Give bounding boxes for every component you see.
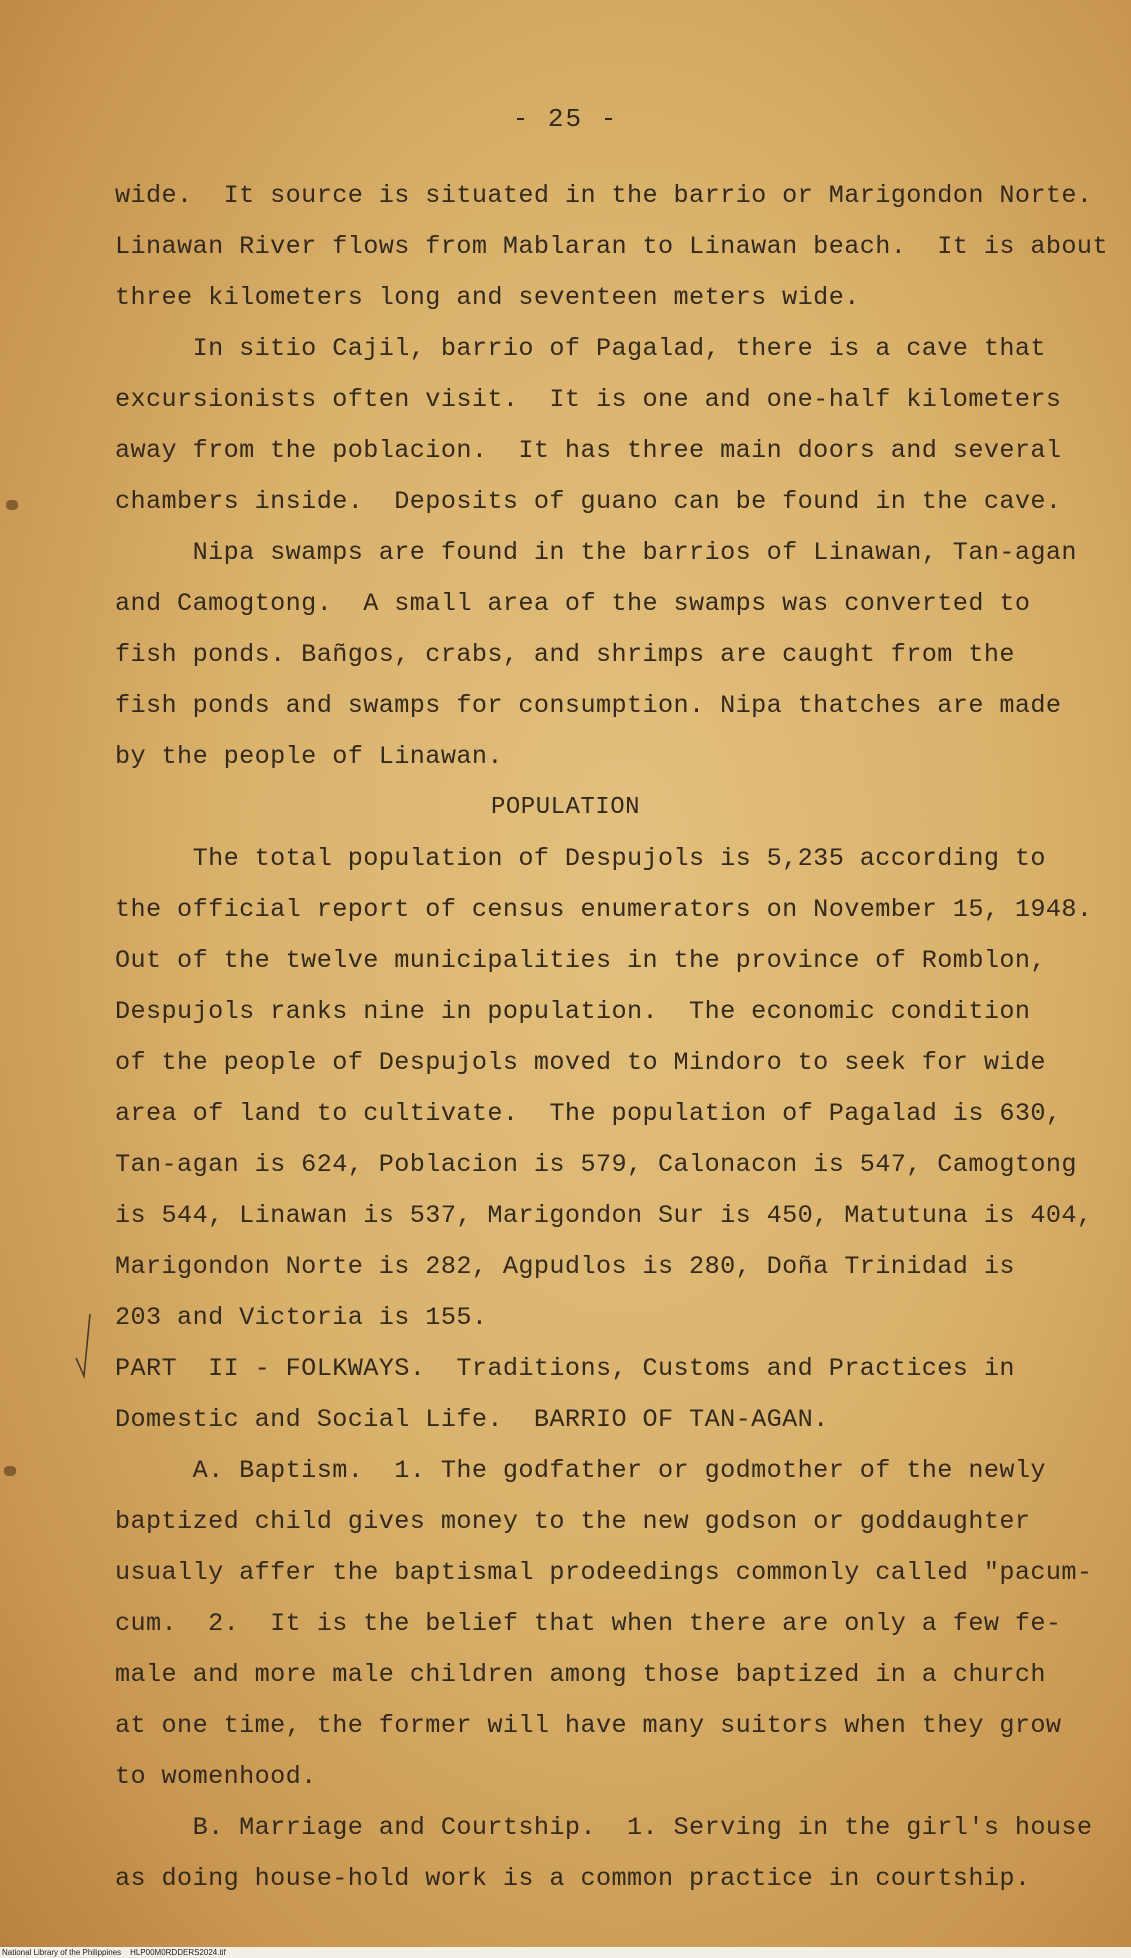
text-line: A. Baptism. 1. The godfather or godmother of the newly bbox=[115, 1456, 1046, 1485]
text-line: male and more male children among those baptized in a church bbox=[115, 1660, 1046, 1689]
text-line: The total population of Despujols is 5,235 according to bbox=[115, 844, 1046, 873]
text-line: chambers inside. Deposits of guano can be found in the cave. bbox=[115, 487, 1062, 516]
section-heading-population: POPULATION bbox=[490, 794, 641, 821]
text-line: by the people of Linawan. bbox=[115, 742, 503, 771]
text-line: B. Marriage and Courtship. 1. Serving in the girl's house bbox=[115, 1813, 1093, 1842]
text-line: is 544, Linawan is 537, Marigondon Sur is 450, Matutuna is 404, bbox=[115, 1201, 1093, 1230]
text-line: the official report of census enumerators on November 15, 1948. bbox=[115, 895, 1093, 924]
text-line: cum. 2. It is the belief that when there are only a few fe- bbox=[115, 1609, 1062, 1638]
text-line: of the people of Despujols moved to Mindoro to seek for wide bbox=[115, 1048, 1046, 1077]
binding-mark bbox=[6, 500, 18, 510]
text-line: usually affer the baptismal prodeedings commonly called "pacum- bbox=[115, 1558, 1093, 1587]
scan-footer: National Library of the Philippines HLP00M0RDDERS2024.tif bbox=[0, 1947, 1131, 1958]
text-line: Despujols ranks nine in population. The economic condition bbox=[115, 997, 1031, 1026]
text-line: Linawan River flows from Mablaran to Linawan beach. It is about bbox=[115, 232, 1108, 261]
text-line: Nipa swamps are found in the barrios of Linawan, Tan-agan bbox=[115, 538, 1077, 567]
text-line: Marigondon Norte is 282, Agpudlos is 280, Doña Trinidad is bbox=[115, 1252, 1015, 1281]
text-line: 203 and Victoria is 155. bbox=[115, 1303, 488, 1332]
text-line: fish ponds. Bañgos, crabs, and shrimps are caught from the bbox=[115, 640, 1015, 669]
text-line: at one time, the former will have many suitors when they grow bbox=[115, 1711, 1062, 1740]
text-line: PART II - FOLKWAYS. Traditions, Customs and Practices in bbox=[115, 1354, 1015, 1383]
text-line: Tan-agan is 624, Poblacion is 579, Calonacon is 547, Camogtong bbox=[115, 1150, 1077, 1179]
text-line: fish ponds and swamps for consumption. Nipa thatches are made bbox=[115, 691, 1062, 720]
text-line: excursionists often visit. It is one and one-half kilometers bbox=[115, 385, 1062, 414]
text-line: away from the poblacion. It has three main doors and several bbox=[115, 436, 1062, 465]
text-line: Domestic and Social Life. BARRIO OF TAN-AGAN. bbox=[115, 1405, 829, 1434]
handwritten-check-mark bbox=[70, 1310, 100, 1380]
text-line: three kilometers long and seventeen meters wide. bbox=[115, 283, 860, 312]
text-line: area of land to cultivate. The population of Pagalad is 630, bbox=[115, 1099, 1062, 1128]
text-line: baptized child gives money to the new godson or goddaughter bbox=[115, 1507, 1031, 1536]
text-line: In sitio Cajil, barrio of Pagalad, there is a cave that bbox=[115, 334, 1046, 363]
text-line: Out of the twelve municipalities in the province of Romblon, bbox=[115, 946, 1046, 975]
text-line: to womenhood. bbox=[115, 1762, 317, 1791]
page-number: - 25 - bbox=[512, 104, 619, 134]
text-line: as doing house-hold work is a common practice in courtship. bbox=[115, 1864, 1031, 1893]
text-line: wide. It source is situated in the barrio or Marigondon Norte. bbox=[115, 181, 1093, 210]
text-line: and Camogtong. A small area of the swamps was converted to bbox=[115, 589, 1031, 618]
binding-mark bbox=[4, 1466, 16, 1476]
